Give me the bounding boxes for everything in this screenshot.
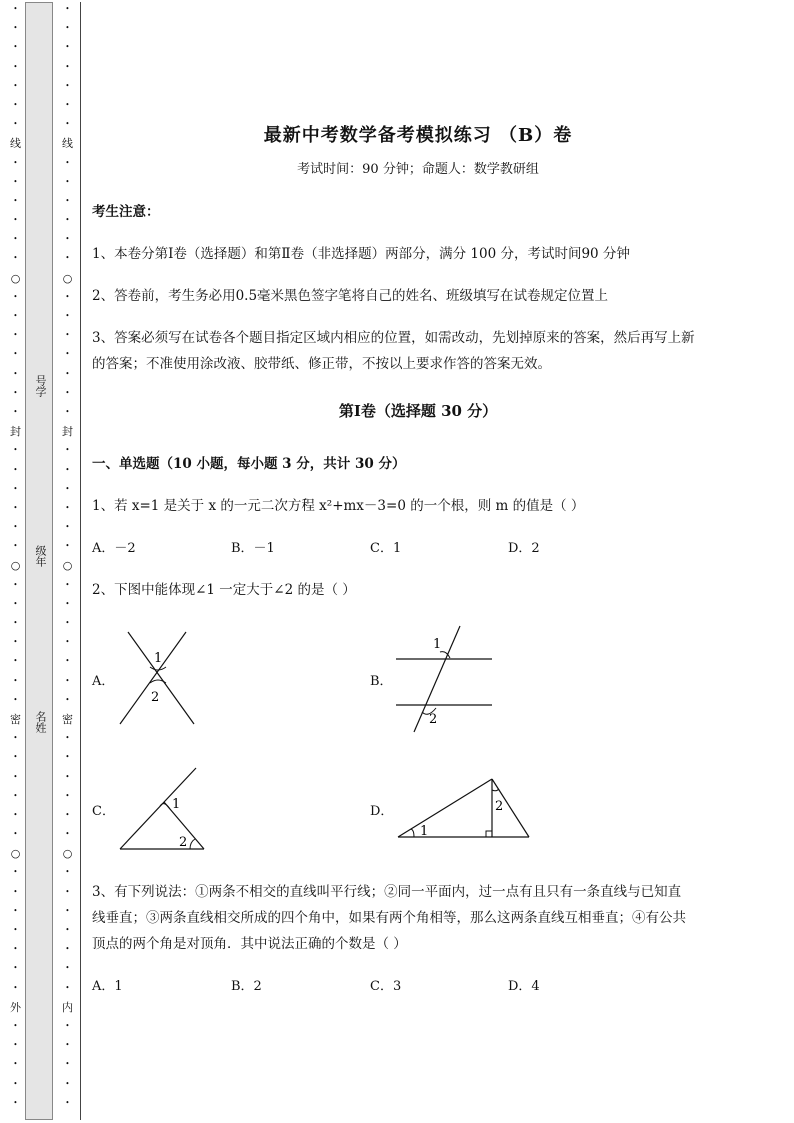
binding-dot: • [13, 523, 18, 532]
q3-option-b[interactable]: B．2 [231, 979, 262, 994]
binding-dot: • [65, 369, 70, 378]
binding-dot: • [13, 542, 18, 551]
q2-option-c-label[interactable]: C． [92, 804, 115, 819]
binding-dot: • [13, 638, 18, 647]
binding-dot: • [13, 235, 18, 244]
binding-dot: • [65, 887, 70, 896]
binding-dot: • [65, 619, 70, 627]
binding-mark: ○ [10, 847, 21, 861]
binding-dot: • [65, 599, 70, 608]
binding-mark: ○ [62, 271, 73, 285]
angle-2-label: 2 [495, 799, 504, 814]
binding-dot: • [13, 657, 18, 666]
binding-dot: • [65, 926, 70, 934]
binding-dot: • [13, 292, 18, 301]
binding-dot: • [13, 484, 18, 493]
binding-dot: • [13, 81, 18, 90]
binding-dot: • [65, 331, 70, 340]
binding-dot: • [65, 484, 70, 493]
binding-dot: • [13, 350, 18, 359]
binding-dot: • [65, 964, 70, 973]
section-heading: 一、单选题（10 小题，每小题 3 分，共计 30 分） [92, 456, 406, 472]
binding-dot: • [65, 523, 70, 532]
binding-dot: • [13, 5, 18, 13]
binding-dot: • [65, 177, 70, 186]
q1-stem: 1、若 x=1 是关于 x 的一元二次方程 x²+mx－3=0 的一个根，则 m 的值是（ ） [92, 498, 585, 514]
q3-stem-line-1: 3、有下列说法：①两条不相交的直线叫平行线；②同一平面内，过一点有且只有一条直线与已知直 [92, 884, 682, 900]
strip-label-exam-number: 号学 [34, 375, 47, 397]
binding-dot: • [65, 1079, 70, 1088]
binding-mark: 封 [10, 425, 21, 439]
binding-dot: • [65, 350, 70, 359]
binding-dot: • [65, 542, 70, 551]
binding-dot: • [65, 945, 70, 954]
binding-dot: • [65, 580, 70, 589]
binding-dot: • [13, 254, 18, 263]
binding-dot: • [65, 158, 70, 167]
binding-mark: ○ [10, 271, 21, 285]
notice-item-1: 1、本卷分第Ⅰ卷（选择题）和第Ⅱ卷（非选择题）两部分，满分 100 分，考试时间90 分钟 [92, 246, 630, 262]
angle-1-label: 1 [433, 637, 442, 652]
q2-option-b-label[interactable]: B． [370, 674, 393, 689]
q3-option-d[interactable]: D．4 [508, 979, 540, 994]
binding-dot: • [13, 926, 18, 934]
binding-dot: • [13, 619, 18, 627]
binding-dot: • [65, 24, 70, 33]
binding-dot: • [65, 503, 70, 512]
binding-dot: • [13, 312, 18, 320]
binding-dot: • [13, 62, 18, 71]
angle-1-label: 1 [420, 824, 429, 839]
binding-dot: • [13, 734, 18, 743]
binding-dot: • [65, 292, 70, 301]
binding-dot: • [65, 983, 70, 992]
binding-dot: • [65, 407, 70, 416]
binding-dot: • [13, 407, 18, 416]
strip-label-name: 名姓 [34, 711, 47, 733]
q2-option-a-label[interactable]: A． [92, 674, 115, 689]
q3-stem-line-2: 线垂直；③两条直线相交所成的四个角中，如果有两个角相等，那么这两条直线互相垂直；④有公共 [92, 910, 686, 926]
q1-option-a[interactable]: A．－2 [92, 541, 136, 556]
binding-dot: • [13, 1060, 18, 1069]
binding-dot: • [65, 5, 70, 13]
angle-2-label: 2 [179, 835, 188, 850]
part1-title: 第Ⅰ卷（选择题 30 分） [338, 402, 498, 420]
binding-dot: • [65, 676, 70, 685]
binding-dot: • [65, 1021, 70, 1030]
binding-dot: • [65, 791, 70, 800]
binding-dot: • [65, 216, 70, 225]
binding-dot: • [65, 1060, 70, 1069]
q1-option-c[interactable]: C．1 [370, 541, 402, 556]
q3-option-a[interactable]: A．1 [92, 979, 123, 994]
binding-dot: • [65, 810, 70, 819]
binding-dot: • [13, 772, 18, 781]
binding-dot: • [65, 1098, 70, 1107]
binding-dot: • [13, 43, 18, 52]
binding-dot: • [13, 906, 18, 915]
binding-dot: • [65, 465, 70, 474]
exam-title: 最新中考数学备考模拟练习 （B）卷 [263, 125, 573, 146]
binding-dot: • [65, 120, 70, 129]
binding-dot: • [13, 753, 18, 762]
binding-dot: • [13, 791, 18, 800]
binding-mark: 密 [10, 712, 21, 726]
binding-dot: • [13, 1098, 18, 1107]
binding-dot: • [13, 120, 18, 129]
binding-dot: • [65, 657, 70, 666]
binding-dot: • [65, 312, 70, 320]
q2-figure-a [110, 625, 200, 730]
q2-figure-c [112, 764, 222, 856]
binding-dot: • [13, 196, 18, 205]
binding-dot: • [13, 599, 18, 608]
binding-dot: • [65, 753, 70, 762]
exam-subtitle: 考试时间：90 分钟；命题人：数学教研组 [297, 162, 539, 177]
binding-dot: • [65, 43, 70, 52]
q1-option-b[interactable]: B．－1 [231, 541, 275, 556]
binding-mark: 封 [62, 425, 73, 439]
binding-dot: • [13, 676, 18, 685]
notice-item-3: 3、答案必须写在试卷各个题目指定区域内相应的位置，如需改动，先划掉原来的答案，然后再写上新 [92, 330, 695, 346]
strip-label-class: 级年 [34, 545, 47, 567]
binding-dot: • [13, 24, 18, 33]
q2-option-d-label[interactable]: D． [370, 804, 394, 819]
binding-dot: • [13, 830, 18, 839]
binding-dot: • [13, 1041, 18, 1050]
q2-figure-b [390, 622, 500, 737]
binding-dot: • [65, 638, 70, 647]
binding-dot: • [13, 369, 18, 378]
notice-heading: 考生注意： [92, 204, 160, 220]
angle-1-label: 1 [172, 797, 181, 812]
notice-item-2: 2、答卷前，考生务必用0.5毫米黑色签字笔将自己的姓名、班级填写在试卷规定位置上 [92, 288, 609, 304]
binding-dot: • [13, 945, 18, 954]
binding-dot: • [13, 503, 18, 512]
binding-dot: • [13, 331, 18, 340]
binding-mark: ○ [62, 847, 73, 861]
binding-dot: • [65, 62, 70, 71]
binding-dot: • [13, 695, 18, 704]
binding-mark: 外 [10, 1000, 21, 1014]
binding-mark: 密 [62, 712, 73, 726]
binding-dot: • [65, 695, 70, 704]
binding-dot: • [65, 868, 70, 877]
binding-dot: • [13, 810, 18, 819]
q2-stem: 2、下图中能体现∠1 一定大于∠2 的是（ ） [92, 582, 356, 598]
binding-dot: • [65, 446, 70, 455]
binding-dot: • [13, 868, 18, 877]
binding-dot: • [13, 580, 18, 589]
binding-dot: • [13, 1021, 18, 1030]
q3-option-c[interactable]: C．3 [370, 979, 402, 994]
binding-dot: • [13, 446, 18, 455]
binding-dot: • [65, 734, 70, 743]
binding-dot: • [13, 1079, 18, 1088]
binding-dot: • [13, 100, 18, 109]
angle-1-label: 1 [154, 651, 163, 666]
binding-dot: • [65, 1041, 70, 1050]
binding-dot: • [13, 964, 18, 973]
binding-dot: • [65, 196, 70, 205]
binding-dot: • [65, 81, 70, 90]
binding-dot: • [13, 177, 18, 186]
binding-mark: 线 [10, 137, 21, 151]
binding-dot: • [13, 465, 18, 474]
binding-dot: • [65, 906, 70, 915]
binding-dot: • [13, 158, 18, 167]
binding-dot: • [13, 887, 18, 896]
binding-dot: • [65, 235, 70, 244]
binding-mark: ○ [10, 559, 21, 573]
q3-stem-line-3: 顶点的两个角是对顶角．其中说法正确的个数是（ ） [92, 936, 407, 952]
binding-dot: • [65, 772, 70, 781]
q2-figure-d [392, 774, 537, 844]
binding-mark: 内 [62, 1000, 73, 1014]
binding-dot: • [65, 254, 70, 263]
q1-option-d[interactable]: D．2 [508, 541, 540, 556]
binding-dot: • [65, 830, 70, 839]
binding-mark: ○ [62, 559, 73, 573]
notice-item-3-cont: 的答案；不准使用涂改液、胶带纸、修正带，不按以上要求作答的答案无效。 [92, 356, 551, 372]
angle-2-label: 2 [429, 712, 438, 727]
binding-dot: • [13, 983, 18, 992]
binding-dot: • [13, 388, 18, 397]
binding-dot: • [65, 100, 70, 109]
binding-dot: • [13, 216, 18, 225]
binding-mark: 线 [62, 137, 73, 151]
angle-2-label: 2 [151, 690, 160, 705]
binding-dot: • [65, 388, 70, 397]
